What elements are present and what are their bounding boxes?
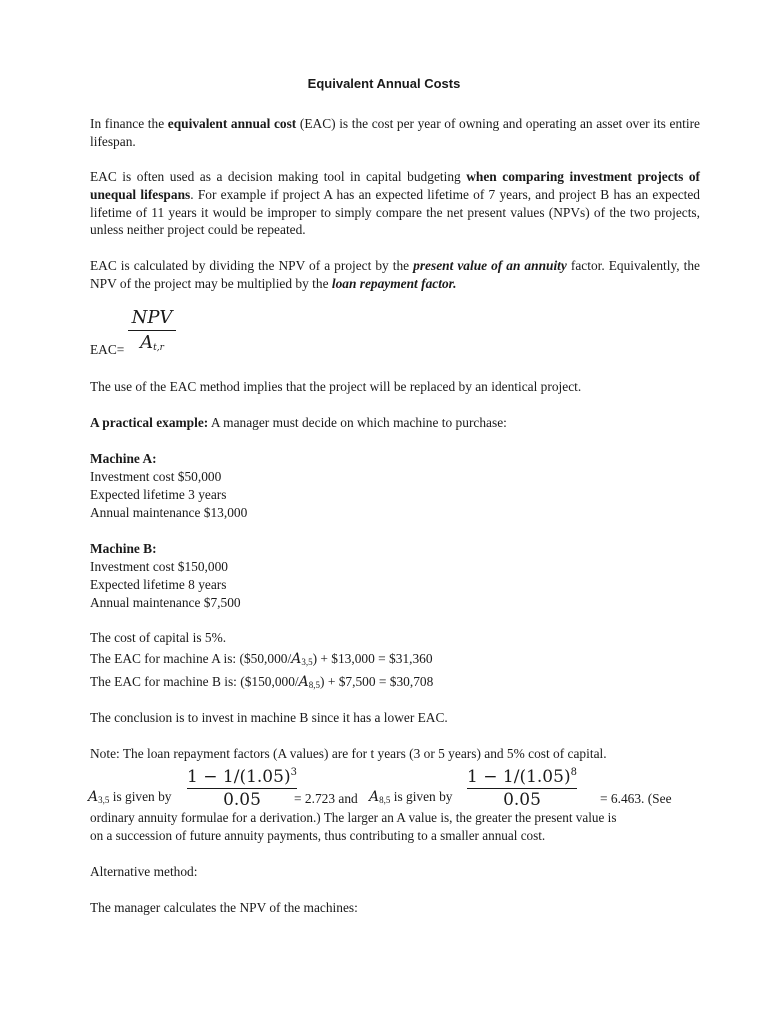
formula-numerator: NPV: [131, 307, 173, 328]
numerator-text: 1 − 1/(1.05): [187, 767, 291, 787]
fraction-numerator: [187, 762, 297, 788]
note-result-1: = 2.723 and: [294, 791, 358, 806]
eac-machine-b: [90, 673, 433, 695]
denominator-symbol: A: [140, 332, 154, 353]
numerator-text: 1 − 1/(1.05): [467, 767, 571, 787]
annuity-subscript: 8,5: [379, 795, 391, 805]
practical-example: [90, 414, 507, 432]
manager-npv: The manager calculates the NPV of the machines:: [90, 900, 358, 915]
cost-of-capital: The cost of capital is 5%.: [90, 630, 227, 645]
paragraph-calculation: [90, 257, 700, 293]
bold-term: equivalent annual cost: [167, 116, 297, 131]
annuity-subscript: 3,5: [301, 657, 313, 667]
machine-a-heading: [90, 450, 157, 468]
text: is given by: [390, 789, 453, 804]
annuity-symbol: A: [291, 651, 302, 667]
machine-b-line: Investment cost $150,000: [90, 559, 228, 574]
machine-b-line: Expected lifetime 8 years: [90, 577, 227, 592]
bold-heading: Machine B:: [90, 541, 157, 556]
text: The EAC for machine A is: ($50,000/: [90, 651, 292, 666]
text: (EAC) is the cost per year of owning and operating an asset over its entire lifespan.: [90, 116, 700, 149]
note-line: Note: The loan repayment factors (A values) are for t years (3 or 5 years) and 5% cost of capital.: [90, 746, 607, 761]
text: In finance the: [90, 116, 168, 131]
machine-a-line: Annual maintenance $13,000: [90, 505, 248, 520]
denominator-subscript: t,r: [153, 343, 164, 353]
note-line: ordinary annuity formulae for a derivation.) The larger an A value is, the greater the present value is: [90, 810, 617, 825]
machine-b-heading: [90, 540, 157, 558]
annuity-subscript: 8,5: [308, 680, 321, 690]
annuity-fraction-8: [467, 762, 577, 811]
text: ) + $13,000 = $31,360: [312, 651, 433, 666]
exponent: 8: [570, 767, 577, 778]
annuity-subscript: 3,5: [98, 795, 110, 805]
bold-phrase: when comparing investment projects of unequal lifespans: [90, 169, 701, 202]
machine-b-line: Annual maintenance $7,500: [90, 595, 241, 610]
eac-formula: [128, 306, 176, 360]
text: A manager must decide on which machine to purchase:: [208, 415, 507, 430]
machine-a-line: Investment cost $50,000: [90, 469, 222, 484]
exponent: 3: [290, 767, 297, 778]
alternative-method: Alternative method:: [90, 864, 198, 879]
text: EAC is often used as a decision making tool in capital budgeting: [90, 169, 467, 184]
text: The EAC for machine B is: ($150,000/: [90, 674, 299, 689]
note-a35: [88, 789, 172, 805]
note-a85: [369, 789, 453, 805]
text: factor. Equivalently, the NPV of the project may be multiplied by the: [90, 258, 700, 291]
fraction-denominator: 0.05: [503, 790, 541, 810]
text: is given by: [109, 789, 172, 804]
paragraph-usage: [90, 168, 700, 239]
note-result-2: = 6.463. (See: [600, 791, 672, 806]
formula-denominator: [128, 331, 176, 360]
bold-label: A practical example:: [90, 415, 209, 430]
annuity-fraction-3: [187, 762, 297, 811]
formula-label: EAC=: [90, 342, 125, 357]
bold-italic-phrase: present value of an annuity: [413, 258, 567, 273]
fraction-numerator: [467, 762, 577, 788]
text: . For example if project A has an expected lifetime of 7 years, and project B has an expected lifetime of 11 years it would be improper to simply compare the net present values (NPVs) of the two projects, unless neither project could be repeated.: [90, 186, 700, 238]
eac-machine-a: [90, 650, 433, 672]
bold-italic-phrase: loan repayment factor.: [331, 275, 457, 291]
fraction-denominator: 0.05: [223, 790, 261, 810]
paragraph-definition: [90, 115, 700, 151]
text: EAC is calculated by dividing the NPV of a project by the: [90, 258, 414, 273]
paragraph-replacement: The use of the EAC method implies that the project will be replaced by an identical project.: [90, 379, 582, 394]
annuity-symbol: A: [88, 789, 99, 805]
note-line: on a succession of future annuity payments, thus contributing to a smaller annual cost.: [90, 828, 546, 843]
conclusion: The conclusion is to invest in machine B since it has a lower EAC.: [90, 710, 448, 725]
page-title: Equivalent Annual Costs: [307, 76, 461, 91]
bold-heading: Machine A:: [90, 451, 157, 466]
annuity-symbol: A: [298, 674, 309, 690]
annuity-symbol: A: [369, 789, 380, 805]
machine-a-line: Expected lifetime 3 years: [90, 487, 227, 502]
text: ) + $7,500 = $30,708: [320, 674, 434, 689]
